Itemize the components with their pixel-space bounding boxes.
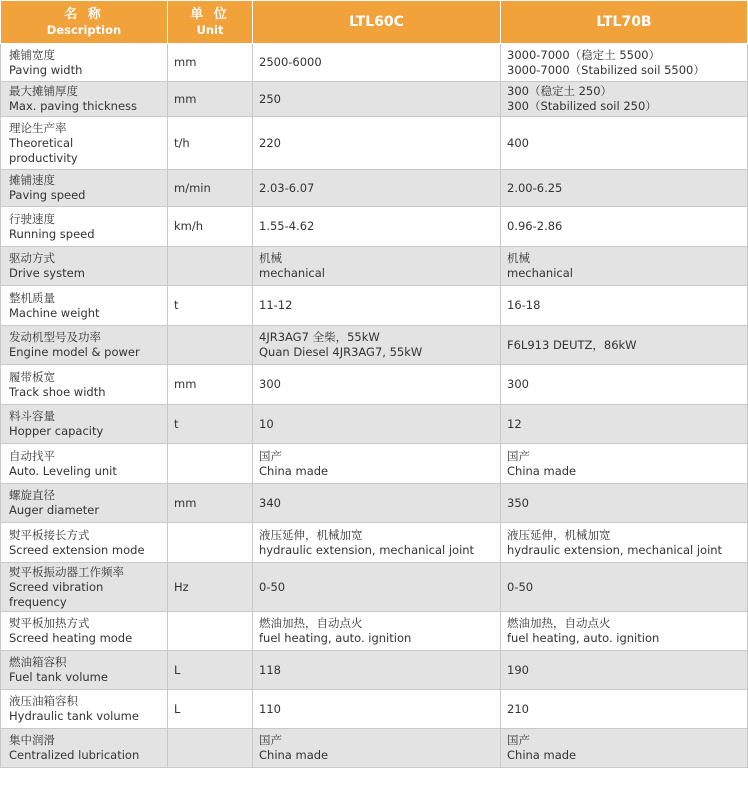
spec-value-ltl60c: [253, 484, 501, 523]
spec-value-line: F6L913 DEUTZ，86kW: [507, 337, 637, 352]
table-row: [1, 170, 748, 207]
spec-unit: [168, 326, 253, 365]
spec-unit: mm: [168, 44, 253, 82]
spec-description: [1, 365, 168, 405]
spec-description-line: 整机质量: [9, 290, 55, 305]
spec-value-ltl70b: [501, 651, 748, 690]
spec-unit: mm: [168, 365, 253, 405]
spec-description: [1, 484, 168, 523]
spec-value-line: 国产: [259, 448, 282, 463]
spec-value-line: 300（Stabilized soil 250）: [507, 99, 657, 113]
spec-value-ltl60c: [253, 651, 501, 690]
spec-description-line: Screed heating mode: [9, 631, 133, 645]
spec-value-line: 300: [259, 377, 281, 391]
spec-description-line: 熨平板加热方式: [9, 616, 90, 630]
spec-description-line: 理论生产率: [9, 120, 67, 135]
spec-value-ltl70b: [501, 484, 748, 523]
spec-value-line: mechanical: [259, 266, 325, 280]
spec-value-line: 190: [507, 662, 529, 677]
table-row: [1, 365, 748, 405]
spec-description-line: Hopper capacity: [9, 424, 104, 438]
spec-value-ltl60c: [253, 170, 501, 207]
spec-value-ltl70b: [501, 405, 748, 444]
spec-value-ltl70b: [501, 82, 748, 117]
spec-value-line: 300（稳定土 250）: [507, 84, 613, 98]
spec-value-line: 燃油加热，自动点火: [507, 616, 611, 630]
spec-value-line: 机械: [259, 251, 282, 265]
spec-description-line: Running speed: [9, 226, 95, 241]
spec-value-line: 1.55-4.62: [259, 219, 315, 233]
spec-description-line: 摊铺速度: [9, 173, 55, 187]
spec-description-line: 驱动方式: [9, 251, 55, 265]
spec-description: [1, 729, 168, 768]
table-row: [1, 117, 748, 170]
spec-unit: [168, 247, 253, 286]
spec-value-line: 16-18: [507, 298, 541, 312]
spec-value-line: 4JR3AG7 全柴，55kW: [259, 330, 380, 344]
table-row: [1, 326, 748, 365]
spec-value-ltl70b: [501, 444, 748, 484]
spec-description: [1, 444, 168, 484]
spec-description-line: 熨平板振动器工作频率: [9, 564, 124, 579]
spec-description-line: Theoretical: [9, 135, 74, 150]
header-row: [1, 1, 748, 44]
spec-value-line: 国产: [507, 448, 530, 463]
spec-value-ltl70b: [501, 286, 748, 326]
spec-value-ltl60c: [253, 82, 501, 117]
spec-description-line: Track shoe width: [9, 384, 106, 399]
spec-value-line: 12: [507, 416, 522, 431]
header-description-en: Description: [46, 22, 122, 37]
spec-description: [1, 523, 168, 563]
spec-unit: t: [168, 405, 253, 444]
spec-description: [1, 170, 168, 207]
spec-description: [1, 690, 168, 729]
spec-value-ltl60c: [253, 44, 501, 82]
spec-value-line: 0.96-2.86: [507, 219, 563, 233]
table-row: [1, 247, 748, 286]
spec-body: [1, 44, 748, 768]
table-row: [1, 563, 748, 612]
spec-description-line: 螺旋直径: [9, 488, 55, 502]
spec-unit: t/h: [168, 117, 253, 170]
spec-description-line: Auger diameter: [9, 503, 100, 517]
spec-value-line: 机械: [507, 251, 530, 265]
spec-description: [1, 117, 168, 170]
table-row: [1, 612, 748, 651]
spec-value-line: 110: [259, 701, 281, 716]
spec-value-line: 2500-6000: [259, 55, 322, 69]
spec-unit: mm: [168, 484, 253, 523]
spec-description-line: Engine model & power: [9, 345, 140, 359]
table-row: [1, 44, 748, 82]
spec-value-ltl70b: [501, 117, 748, 170]
spec-value-line: 液压延伸，机械加宽: [507, 527, 611, 542]
spec-description-line: Centralized lubrication: [9, 748, 140, 762]
spec-value-ltl70b: [501, 563, 748, 612]
table-row: [1, 523, 748, 563]
header-model-ltl60c: LTL60C: [253, 1, 501, 44]
spec-value-ltl60c: [253, 523, 501, 563]
spec-value-ltl60c: [253, 444, 501, 484]
spec-description-line: Max. paving thickness: [9, 99, 137, 113]
spec-description-line: Screed vibration: [9, 579, 104, 594]
spec-value-line: mechanical: [507, 266, 573, 280]
spec-description-line: 熨平板接长方式: [9, 527, 90, 542]
spec-value-line: China made: [259, 748, 329, 762]
spec-unit: L: [168, 690, 253, 729]
spec-value-ltl70b: [501, 365, 748, 405]
spec-description-line: Paving speed: [9, 188, 86, 202]
table-row: [1, 82, 748, 117]
spec-unit: km/h: [168, 207, 253, 247]
spec-value-ltl60c: [253, 326, 501, 365]
spec-description: [1, 326, 168, 365]
spec-description: [1, 612, 168, 651]
spec-description-line: 履带板宽: [9, 369, 55, 384]
spec-value-line: 220: [259, 135, 281, 150]
spec-value-ltl70b: [501, 612, 748, 651]
spec-value-line: 300: [507, 377, 529, 391]
spec-description-line: 自动找平: [9, 448, 55, 463]
spec-value-line: 0-50: [259, 579, 286, 594]
spec-value-line: 11-12: [259, 298, 293, 312]
spec-value-line: 350: [507, 495, 529, 510]
spec-description-line: Paving width: [9, 62, 83, 77]
spec-value-ltl70b: [501, 523, 748, 563]
spec-unit: [168, 729, 253, 768]
spec-unit: mm: [168, 82, 253, 117]
spec-value-line: fuel heating, auto. ignition: [507, 631, 660, 645]
spec-unit: m/min: [168, 170, 253, 207]
spec-description: [1, 286, 168, 326]
spec-value-ltl70b: [501, 690, 748, 729]
spec-value-line: fuel heating, auto. ignition: [259, 631, 412, 645]
spec-value-ltl60c: [253, 563, 501, 612]
header-unit-zh: 单 位: [190, 6, 230, 22]
table-row: [1, 690, 748, 729]
spec-description: [1, 563, 168, 612]
spec-unit: [168, 612, 253, 651]
table-row: [1, 286, 748, 326]
spec-value-line: Quan Diesel 4JR3AG7, 55kW: [259, 345, 423, 359]
spec-value-ltl60c: [253, 612, 501, 651]
spec-description: [1, 247, 168, 286]
table-row: [1, 484, 748, 523]
spec-value-ltl70b: [501, 326, 748, 365]
spec-value-line: 国产: [259, 733, 282, 747]
spec-value-line: 2.00-6.25: [507, 180, 563, 195]
spec-description-line: 最大摊铺厚度: [9, 84, 78, 98]
spec-description-line: frequency: [9, 594, 67, 609]
spec-description: [1, 82, 168, 117]
header-description: [1, 1, 168, 44]
spec-description-line: Auto. Leveling unit: [9, 463, 117, 478]
spec-description-line: Hydraulic tank volume: [9, 709, 139, 723]
spec-description: [1, 207, 168, 247]
spec-description-line: productivity: [9, 150, 78, 165]
table-row: [1, 729, 748, 768]
spec-unit: [168, 523, 253, 563]
spec-value-ltl60c: [253, 286, 501, 326]
spec-value-line: 210: [507, 701, 529, 716]
spec-value-line: China made: [259, 463, 329, 478]
spec-value-line: 400: [507, 135, 529, 150]
spec-description-line: 集中润滑: [9, 733, 55, 747]
spec-value-line: 250: [259, 91, 281, 106]
spec-description: [1, 44, 168, 82]
spec-value-line: hydraulic extension, mechanical joint: [259, 542, 475, 557]
spec-value-line: 3000-7000（Stabilized soil 5500）: [507, 62, 705, 77]
spec-value-line: 3000-7000（稳定土 5500）: [507, 47, 661, 62]
spec-value-line: 10: [259, 416, 274, 431]
header-unit: [168, 1, 253, 44]
spec-value-ltl70b: [501, 729, 748, 768]
spec-value-ltl70b: [501, 44, 748, 82]
spec-description: [1, 405, 168, 444]
spec-value-ltl60c: [253, 405, 501, 444]
spec-value-line: 国产: [507, 733, 530, 747]
spec-value-line: 2.03-6.07: [259, 180, 315, 195]
spec-value-line: 340: [259, 495, 281, 510]
spec-value-ltl70b: [501, 247, 748, 286]
spec-description-line: 发动机型号及功率: [9, 330, 101, 344]
spec-description-line: Fuel tank volume: [9, 670, 108, 684]
spec-description-line: 液压油箱容积: [9, 694, 78, 708]
spec-unit: Hz: [168, 563, 253, 612]
header-model-ltl70b: LTL70B: [501, 1, 748, 44]
table-row: [1, 444, 748, 484]
spec-value-line: 118: [259, 662, 281, 677]
spec-value-ltl60c: [253, 207, 501, 247]
spec-description-line: 燃油箱容积: [9, 655, 67, 669]
spec-description: [1, 651, 168, 690]
spec-value-ltl60c: [253, 365, 501, 405]
spec-value-line: 0-50: [507, 579, 534, 594]
spec-description-line: Drive system: [9, 266, 85, 280]
spec-unit: L: [168, 651, 253, 690]
spec-description-line: Machine weight: [9, 305, 100, 320]
table-row: [1, 207, 748, 247]
spec-description-line: Screed extension mode: [9, 542, 145, 557]
table-row: [1, 651, 748, 690]
spec-value-line: China made: [507, 463, 577, 478]
header-unit-en: Unit: [196, 22, 224, 37]
table-row: [1, 405, 748, 444]
spec-description-line: 料斗容量: [9, 409, 55, 423]
spec-value-ltl70b: [501, 207, 748, 247]
spec-value-line: 液压延伸，机械加宽: [259, 527, 363, 542]
spec-unit: t: [168, 286, 253, 326]
spec-description-line: 行驶速度: [9, 211, 55, 226]
spec-value-ltl70b: [501, 170, 748, 207]
header-description-zh: 名 称: [64, 6, 104, 22]
spec-value-line: China made: [507, 748, 577, 762]
spec-value-line: hydraulic extension, mechanical joint: [507, 542, 723, 557]
spec-description-line: 摊铺宽度: [9, 47, 55, 62]
spec-unit: [168, 444, 253, 484]
spec-value-ltl60c: [253, 729, 501, 768]
spec-value-ltl60c: [253, 247, 501, 286]
spec-value-ltl60c: [253, 117, 501, 170]
spec-value-line: 燃油加热，自动点火: [259, 616, 363, 630]
spec-value-ltl60c: [253, 690, 501, 729]
